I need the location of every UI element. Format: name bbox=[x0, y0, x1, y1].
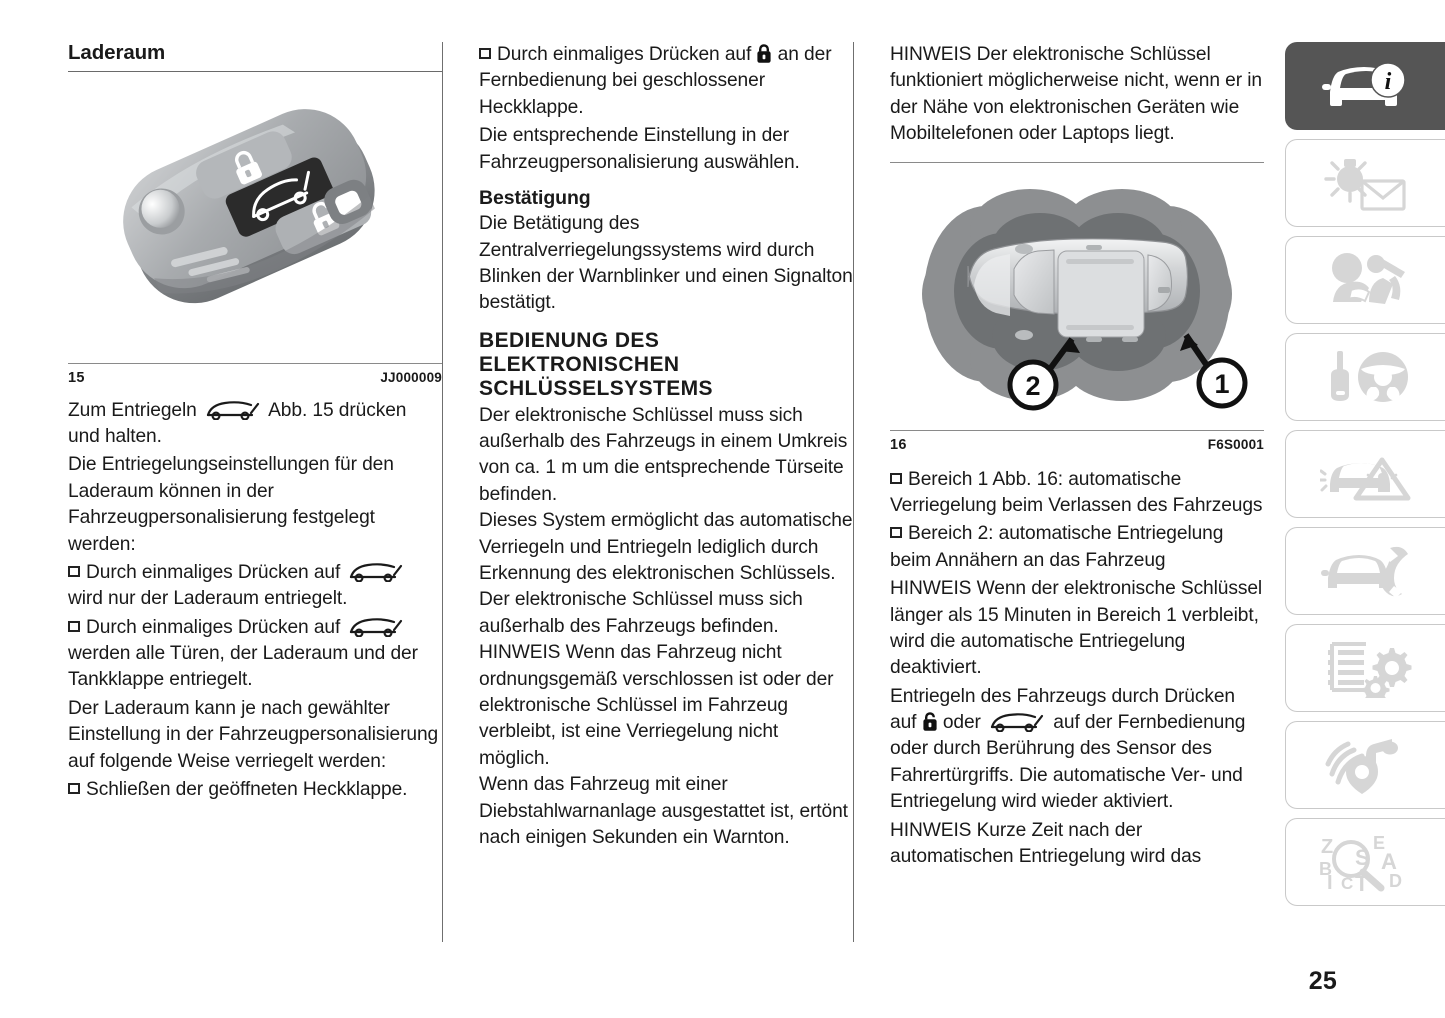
text-fragment: Abb. 15 drücken und halten. bbox=[68, 399, 407, 447]
bullet-square-icon bbox=[890, 473, 902, 484]
trunk-icon bbox=[202, 400, 264, 420]
bullet-unlock-all bbox=[68, 615, 442, 694]
magnifier-letters-icon bbox=[1311, 831, 1421, 893]
paragraph-confirmation: Die Betätigung des Zentralverriegelungssystems wird durch Blinken der Warnblinker und einen Signalton bestätigt. bbox=[479, 213, 853, 314]
title-divider bbox=[68, 71, 442, 72]
key-fob-illustration bbox=[68, 82, 442, 357]
text-fragment: auf der Fernbedienung oder durch Berührung des Sensor des Fahrertürgriffs. Die automatische Ver- und Entriegelung wird wieder aktiviert. bbox=[890, 712, 1246, 813]
paragraph-key-range: Der elektronische Schlüssel muss sich außerhalb des Fahrzeugs in einem Umkreis von ca. 1 m um die entsprechende Türseite befinden. bbox=[479, 404, 848, 505]
tab-dashboard-messages[interactable] bbox=[1285, 139, 1445, 227]
lock-icon bbox=[756, 43, 772, 64]
sun-envelope-icon bbox=[1320, 153, 1412, 213]
text-fragment: Durch einmaliges Drücken auf bbox=[86, 616, 346, 638]
bullet-square-icon bbox=[890, 527, 902, 538]
figure-15-number: 15 bbox=[68, 369, 85, 386]
airbag-seatbelt-icon bbox=[1321, 250, 1411, 310]
text-fragment: wird nur der Laderaum entriegelt. bbox=[68, 588, 348, 610]
bullet-zone-2 bbox=[890, 521, 1264, 574]
tab-emergency[interactable] bbox=[1285, 430, 1445, 518]
car-wrench-icon bbox=[1320, 542, 1412, 600]
text-fragment: Durch einmaliges Drücken auf bbox=[86, 561, 346, 583]
index-letter-s: S bbox=[1354, 845, 1370, 870]
figure-15-caption bbox=[68, 370, 442, 386]
svg-text:1: 1 bbox=[1214, 368, 1230, 399]
text-fragment: Zum Entriegeln bbox=[68, 399, 202, 421]
trunk-icon bbox=[345, 617, 407, 637]
paragraph-unlock-instruction bbox=[68, 398, 442, 451]
paragraph-note-shortly-after: HINWEIS Kurze Zeit nach der automatischen Entriegelung wird das bbox=[890, 819, 1202, 868]
vehicle-zones-illustration bbox=[890, 169, 1264, 424]
list-gears-icon bbox=[1320, 638, 1412, 698]
tab-vehicle-info[interactable] bbox=[1285, 42, 1445, 130]
bullet-zone-1 bbox=[890, 467, 1264, 520]
figure-16-rule bbox=[890, 430, 1264, 431]
music-wifi-icon bbox=[1322, 734, 1410, 796]
bullet-square-icon bbox=[68, 783, 80, 794]
page-number: 25 bbox=[1308, 967, 1337, 995]
figure-16-caption bbox=[890, 437, 1264, 453]
index-letter-z: Z bbox=[1320, 836, 1333, 858]
page-title: Laderaum bbox=[68, 41, 166, 64]
paragraph-note-interference: HINWEIS Der elektronische Schlüssel funktioniert möglicherweise nicht, wenn er in der Nähe von elektronischen Geräten wie Mobiltelefonen oder Laptops liegt. bbox=[890, 44, 1262, 145]
paragraph-note-lock-impossible: HINWEIS Wenn das Fahrzeug nicht ordnungsgemäß verschlossen ist oder der elektronische Schlüssel im Fahrzeug verbleibt, ist eine Verriegelung nicht möglich. bbox=[479, 642, 834, 769]
trunk-icon bbox=[345, 562, 407, 582]
index-letter-e: E bbox=[1372, 833, 1385, 853]
paragraph-note-15-minutes: HINWEIS Wenn der elektronische Schlüssel länger als 15 Minuten in Bereich 1 verbleibt, wird die automatische Entriegelung deaktiviert. bbox=[890, 578, 1263, 679]
text-fragment: Durch einmaliges Drücken auf bbox=[497, 44, 757, 65]
column-middle bbox=[442, 42, 853, 942]
unlock-icon bbox=[922, 711, 938, 732]
column-left bbox=[68, 42, 442, 942]
chapter-tab-rail bbox=[1285, 42, 1445, 906]
paragraph-unlock-methods bbox=[890, 684, 1264, 816]
column-right bbox=[853, 42, 1264, 942]
bullet-unlock-trunk-only bbox=[68, 560, 442, 613]
figure-16-top-rule bbox=[890, 162, 1264, 163]
figure-16-code: F6S0001 bbox=[1207, 436, 1264, 452]
text-fragment: an der Fernbedienung bei geschlossener Heckklappe. bbox=[479, 44, 832, 118]
bullet-square-icon bbox=[68, 621, 80, 632]
trunk-icon bbox=[986, 712, 1048, 732]
figure-15-rule bbox=[68, 363, 442, 364]
key-steering-icon bbox=[1321, 347, 1411, 407]
tab-safety[interactable] bbox=[1285, 236, 1445, 324]
text-fragment: oder bbox=[937, 712, 987, 734]
index-letter-c: C bbox=[1340, 874, 1353, 893]
tab-starting-driving[interactable] bbox=[1285, 333, 1445, 421]
text-fragment: Entriegeln des Fahrzeugs durch Drücken auf bbox=[890, 685, 1235, 734]
paragraph-lock-settings: Der Laderaum kann je nach gewählter Einstellung in der Fahrzeugpersonalisierung auf folgende Weise verriegelt werden: bbox=[68, 697, 439, 772]
paragraph-settings: Die Entriegelungseinstellungen für den Laderaum können in der Fahrzeugpersonalisierung festgelegt werden: bbox=[68, 454, 394, 555]
bullet-press-lock-remote bbox=[479, 42, 853, 121]
tab-technical-data[interactable] bbox=[1285, 624, 1445, 712]
index-letter-d: D bbox=[1388, 871, 1402, 891]
index-letter-t: T bbox=[1354, 871, 1368, 893]
car-info-icon bbox=[1320, 58, 1412, 114]
three-column-layout bbox=[68, 42, 1264, 942]
text-fragment: Bereich 2: automatische Entriegelung beim Annähern an das Fahrzeug bbox=[890, 523, 1224, 571]
tab-maintenance[interactable] bbox=[1285, 527, 1445, 615]
text-fragment: Bereich 1 Abb. 16: automatische Verriegelung beim Verlassen des Fahrzeugs bbox=[890, 468, 1263, 516]
index-letter-i: I bbox=[1326, 872, 1333, 893]
text-fragment: Schließen der geöffneten Heckklappe. bbox=[86, 779, 408, 801]
section-heading-electronic-key: BEDIENUNG DES ELEKTRONISCHEN SCHLÜSSELSYSTEMS bbox=[479, 328, 713, 400]
figure-15 bbox=[68, 82, 442, 386]
figure-16 bbox=[890, 169, 1264, 453]
figure-16-number: 16 bbox=[890, 436, 907, 453]
paragraph-alarm-warning: Wenn das Fahrzeug mit einer Diebstahlwarnanlage ausgestattet ist, ertönt nach einigen Sekunden ein Warnton. bbox=[479, 774, 848, 848]
svg-text:2: 2 bbox=[1025, 370, 1041, 401]
figure-15-code: JJ000009 bbox=[380, 369, 442, 385]
subheading-bestaetigung: Bestätigung bbox=[479, 186, 591, 209]
text-fragment: werden alle Türen, der Laderaum und der Tankklappe entriegelt. bbox=[68, 643, 418, 691]
svg-text:i: i bbox=[1384, 69, 1391, 95]
index-letter-b: B bbox=[1318, 859, 1332, 879]
bullet-close-tailgate bbox=[68, 777, 442, 803]
breakdown-warning-icon bbox=[1320, 444, 1412, 504]
index-letter-a: A bbox=[1380, 849, 1397, 874]
bullet-square-icon bbox=[479, 48, 491, 59]
tab-infotainment[interactable] bbox=[1285, 721, 1445, 809]
paragraph-system-function: Dieses System ermöglicht das automatische Verriegeln und Entriegeln lediglich durch Erkennung des elektronischen Schlüssels. Der elektronische Schlüssel muss sich außerhalb des Fahrzeugs befinden. bbox=[479, 510, 853, 637]
bullet-square-icon bbox=[68, 566, 80, 577]
tab-index[interactable] bbox=[1285, 818, 1445, 906]
paragraph-select-setting: Die entsprechende Einstellung in der Fahrzeugpersonalisierung auswählen. bbox=[479, 125, 800, 173]
